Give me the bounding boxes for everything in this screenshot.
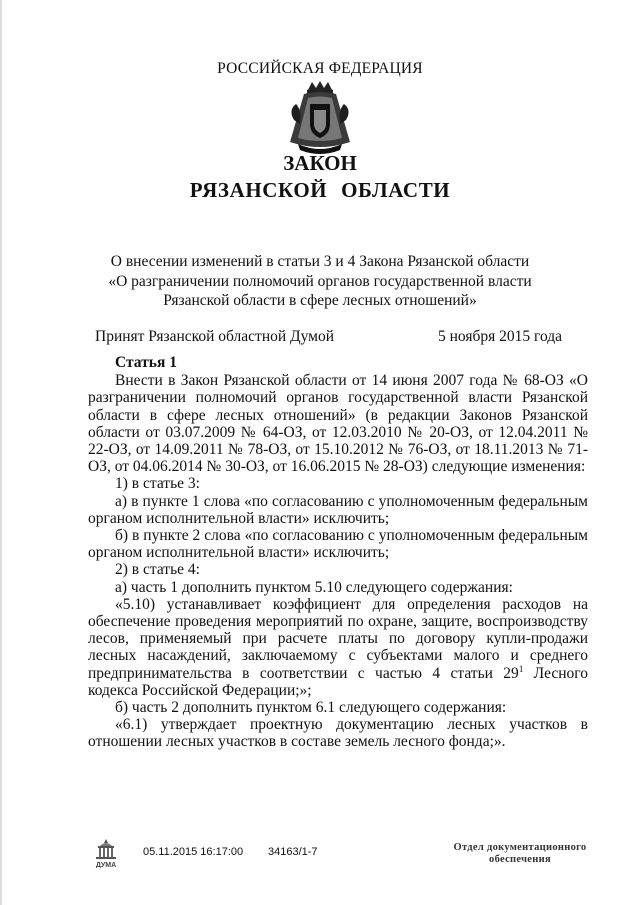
subject-line: «О разграничении полномочий органов государственной власти [108, 272, 532, 290]
department-stamp [440, 842, 600, 866]
subject-line: О внесении изменений в статьи 3 и 4 Закона Рязанской области [110, 253, 530, 270]
adopted-by: Принят Рязанской областной Думой [95, 328, 335, 345]
quoted-clause-text: «5.10) устанавливает коэффициент для определения расходов на обеспечение проведения мероприятий по охране, защите, воспроизводству лесов, применяемый при расчете платы по договору купли-продажи лесных насаждений, заключаемому с субъектами малого и среднего предпринимательства в соответствии с частью 4 статьи 29 [88, 595, 588, 682]
stamp-line: обеспечения [489, 854, 551, 865]
scan-edge [0, 0, 2, 905]
law-subject [0, 252, 640, 311]
registration-number: 34163/1-7 [268, 846, 318, 858]
stamp-line: Отдел документационного [453, 842, 587, 853]
quoted-clause-61: «6.1) утверждает проектную документацию лесных участков в отношении лесных участков в составе земель лесного фонда;». [88, 716, 588, 751]
registration-timestamp: 05.11.2015 16:17:00 [143, 846, 244, 858]
amendment-subitem: а) в пункте 1 слова «по согласованию с уполномоченным федеральным органом исполнительной власти» исключить; [88, 492, 588, 527]
article-intro: Внести в Закон Рязанской области от 14 июня 2007 года № 68-ОЗ «О разграничении полномочий органов государственной власти Рязанской области в сфере лесных отношений» (в редакции Законов Рязанской области от 03.07.2009 № 64-ОЗ, от 12.03.2010 № 20-ОЗ, от 12.04.2011 № 22-ОЗ, от 14.09.2011 № 78-ОЗ, от 15.10.2012 № 76-ОЗ, от 18.11.2013 № 71-ОЗ, от 04.06.2014 № 30-ОЗ, от 16.06.2015 № 28-ОЗ) следующие изменения: [88, 372, 588, 476]
article-heading: Статья 1 [115, 354, 177, 371]
law-title-line1: ЗАКОН [283, 151, 357, 175]
amendment-item: 2) в статье 4: [115, 561, 200, 579]
law-title-line2: РЯЗАНСКОЙ ОБЛАСТИ [189, 178, 451, 202]
amendment-subitem: б) часть 2 дополнить пунктом 6.1 следующего содержания: [115, 699, 507, 717]
amendment-subitem: б) в пункте 2 слова «по согласованию с уполномоченным федеральным органом исполнительной власти» исключить; [88, 527, 588, 562]
amendment-subitem: а) часть 1 дополнить пунктом 5.10 следующего содержания: [115, 578, 513, 596]
svg-text:ДУМА: ДУМА [95, 862, 117, 868]
subject-line: Рязанской области в сфере лесных отношений» [163, 292, 477, 309]
article-body [88, 354, 588, 751]
duma-logo-icon [90, 838, 122, 868]
adoption-date: 5 ноября 2015 года [438, 328, 563, 345]
amendment-item: 1) в статье 3: [115, 475, 200, 493]
coat-of-arms-icon [284, 80, 356, 160]
quoted-clause-text: Лесного кодекса Российской Федерации;»; [88, 664, 588, 699]
superscript: 1 [518, 663, 524, 674]
country-heading: РОССИЙСКАЯ ФЕДЕРАЦИЯ [217, 60, 423, 77]
quoted-clause-510 [88, 596, 588, 699]
law-title [0, 150, 640, 204]
